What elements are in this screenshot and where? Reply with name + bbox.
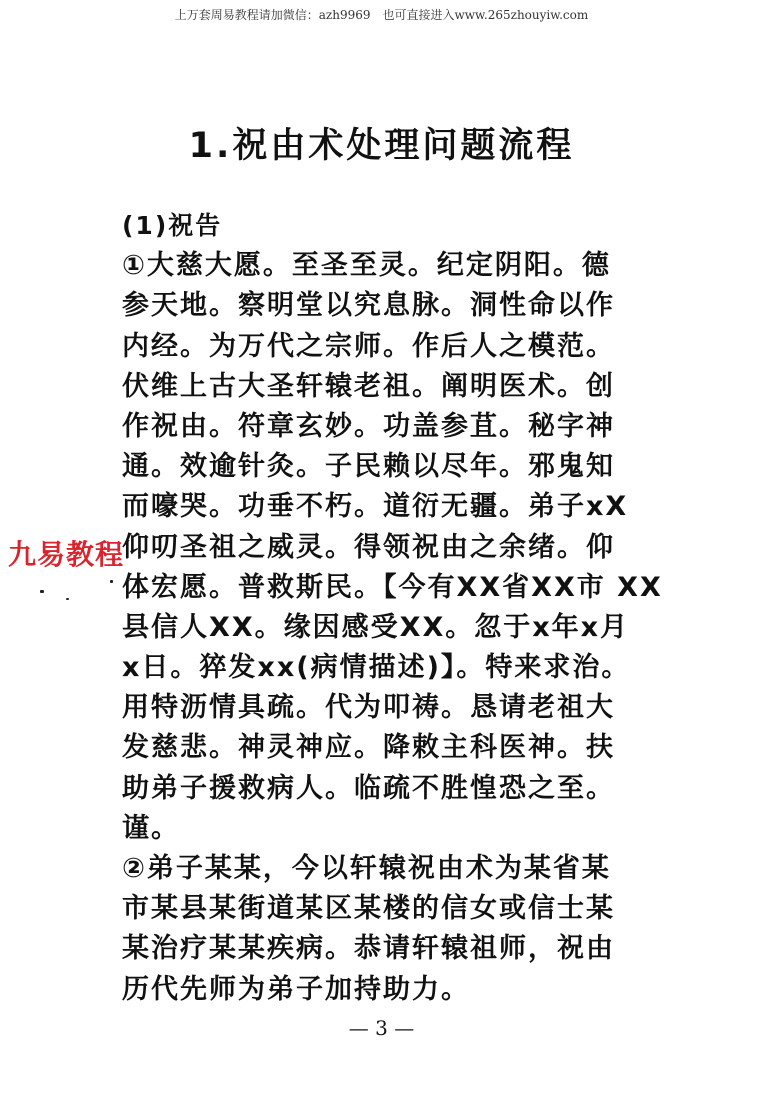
text-line: 某治疗某某疾病。恭请轩辕祖师，祝由 bbox=[122, 933, 615, 965]
scan-speck bbox=[40, 590, 44, 593]
watermark-logo: 九易教程 bbox=[8, 538, 125, 571]
text-line: 发慈悲。神灵神应。降敕主科医神。扶 bbox=[122, 732, 615, 764]
text-line: 体宏愿。普救斯民。【今有XX省XX市 XX bbox=[122, 571, 663, 603]
text-line: 市某县某街道某区某楼的信女或信士某 bbox=[122, 893, 615, 925]
page-title: 1.祝由术处理问题流程 bbox=[188, 126, 575, 166]
scan-speck bbox=[66, 598, 69, 600]
text-line: 助弟子援救病人。临疏不胜惶恐之至。 bbox=[122, 772, 615, 804]
body-text bbox=[122, 206, 662, 1010]
text-line: 谨。 bbox=[122, 812, 180, 844]
section-heading: (1)祝告 bbox=[122, 211, 223, 240]
text-line: 通。效逾针灸。子民赖以尽年。邪鬼知 bbox=[122, 451, 615, 483]
text-line: 伏维上古大圣轩辕老祖。阐明医术。创 bbox=[122, 370, 615, 402]
text-line: 历代先师为弟子加持助力。 bbox=[122, 973, 470, 1005]
header-note: 上万套周易教程请加微信：azh9969 也可直接进入www.265zhouyiw.com bbox=[174, 8, 589, 22]
text-line: 内经。为万代之宗师。作后人之模范。 bbox=[122, 330, 615, 362]
text-line: x日。猝发xx(病情描述)】。特来求治。 bbox=[122, 652, 631, 684]
text-line: 而嚎哭。功垂不朽。道衍无疆。弟子xX bbox=[122, 491, 629, 523]
text-line: 仰叨圣祖之威灵。得领祝由之余绪。仰 bbox=[122, 531, 615, 563]
scan-speck bbox=[110, 580, 113, 583]
text-line: ①大慈大愿。至圣至灵。纪定阴阳。德 bbox=[122, 250, 611, 282]
page-number: — 3 — bbox=[348, 1016, 415, 1040]
text-line: 用特沥情具疏。代为叩祷。恳请老祖大 bbox=[122, 692, 615, 724]
text-line: 作祝由。符章玄妙。功盖参苴。秘字神 bbox=[122, 410, 615, 442]
text-line: 县信人XX。缘因感受XX。忽于x年x月 bbox=[122, 611, 630, 643]
text-line: 参天地。察明堂以究息脉。洞性命以作 bbox=[122, 290, 615, 322]
text-line: ②弟子某某，今以轩辕祝由术为某省某 bbox=[122, 853, 611, 884]
